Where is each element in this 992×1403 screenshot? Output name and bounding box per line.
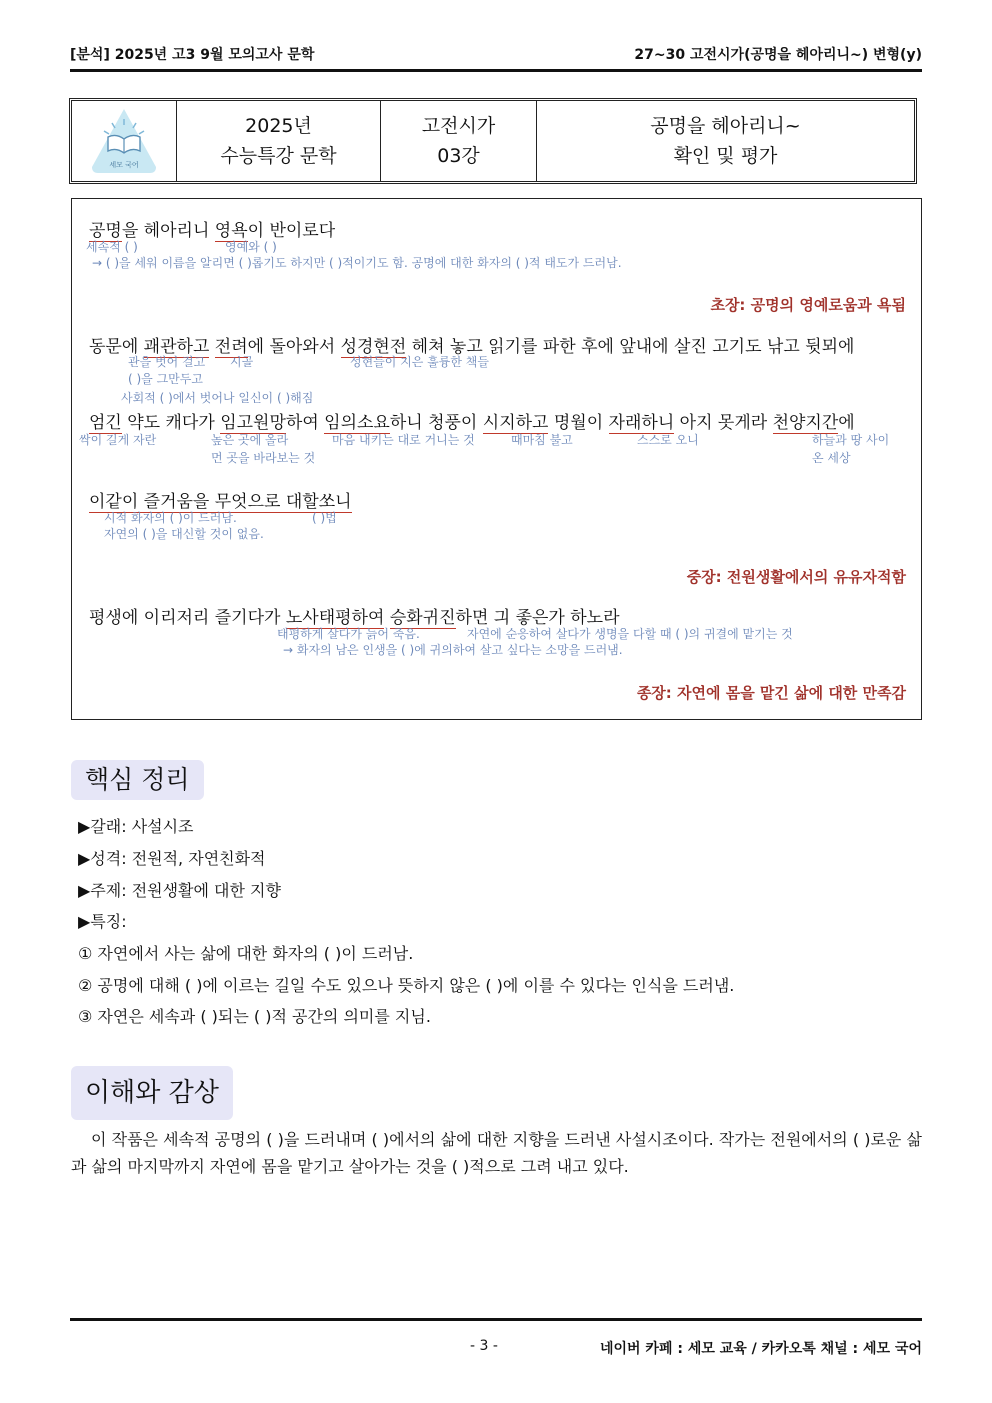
- section-title-appreciation: 이해와 감상: [71, 1066, 233, 1120]
- poem-line-5: 평생에 이리저리 즐기다가 노사태평하여 승화귀진하면 긔 좋은가 하노라: [89, 608, 620, 628]
- page-number: - 3 -: [470, 1338, 498, 1354]
- annotation: 마음 내키는 대로 거니는 것: [332, 433, 475, 447]
- footer-contact: 네이버 카페 : 세모 교육 / 카카오톡 채널 : 세모 국어: [599, 1341, 922, 1357]
- poem-line-4: 이같이 즐거움을 무엇으로 대할쏘니: [89, 492, 352, 512]
- annotation: 자연에 순응하여 살다가 생명을 다할 때 ( )의 귀결에 맡기는 것: [467, 627, 793, 641]
- core-item: ▶갈래: 사설시조: [78, 817, 194, 836]
- footer-rule: [70, 1318, 922, 1321]
- title-table: [69, 98, 917, 184]
- header-left: [분석] 2025년 고3 9월 모의고사 문학: [70, 47, 315, 63]
- annotation: 먼 곳을 바라보는 것: [211, 451, 316, 465]
- annotation: ( )법: [312, 511, 337, 525]
- core-item: ▶특징:: [78, 912, 127, 931]
- poem-line-2: 동문에 괘관하고 전려에 돌아와서 성경현전 헤쳐 놓고 읽기를 파한 후에 앞내에 살진 고기도 낚고 뒷뫼에: [89, 337, 855, 357]
- title-cell-year: 2025년 수능특강 문학: [177, 101, 381, 181]
- feature-item: ③ 자연은 세속과 ( )되는 ( )적 공간의 의미를 지님.: [78, 1007, 431, 1026]
- annotation: 영예와 ( ): [225, 240, 277, 254]
- annotation: 하늘과 땅 사이: [812, 433, 890, 447]
- svg-text:세모 국어: 세모 국어: [109, 161, 139, 169]
- section-title-core: 핵심 정리: [71, 760, 204, 800]
- annotation: 자연의 ( )을 대신할 것이 없음.: [104, 527, 264, 541]
- annotation: 관을 벗어 걸고: [128, 355, 206, 369]
- core-item: ▶주제: 전원생활에 대한 지향: [78, 881, 281, 900]
- feature-item: ② 공명에 대해 ( )에 이르는 길일 수도 있으나 뜻하지 않은 ( )에 이를 수 있다는 인식을 드러냄.: [78, 976, 735, 995]
- title-cell-work: 공명을 헤아리니~ 확인 및 평가: [650, 115, 801, 167]
- annotation: 스스로 오니: [637, 433, 699, 447]
- annotation: 세속적 ( ): [86, 240, 138, 254]
- feature-item: ① 자연에서 사는 삶에 대한 화자의 ( )이 드러남.: [78, 944, 414, 963]
- annotation: → ( )을 세워 이름을 알리면 ( )롭기도 하지만 ( )적이기도 함. 공명에 대한 화자의 ( )적 태도가 드러남.: [92, 256, 622, 270]
- annotation: 시적 화자의 ( )이 드러남.: [104, 511, 237, 525]
- annotation: 사회적 ( )에서 벗어나 일신이 ( )해짐: [121, 391, 314, 405]
- logo: [72, 101, 177, 181]
- annotation: 때마침 불고: [511, 433, 573, 447]
- annotation: 싹이 길게 자란: [79, 433, 157, 447]
- stage-label-3: 종장: 자연에 몸을 맡긴 삶에 대한 만족감: [636, 684, 906, 702]
- poem-line-1: 공명을 헤아리니 영욕이 반이로다: [89, 221, 336, 241]
- annotation: ( )을 그만두고: [128, 372, 203, 386]
- stage-label-2: 중장: 전원생활에서의 유유자적함: [686, 568, 906, 586]
- title-cell-genre: 고전시가 03강: [381, 101, 537, 181]
- appreciation-text: 이 작품은 세속적 공명의 ( )을 드러내며 ( )에서의 삶에 대한 지향을 드러낸 사설시조이다. 작가는 전원에서의 ( )로운 삶과 삶의 마지막까지 자연에 몸을 맡기고 살아가는 것을 ( )적으로 그려 내고 있다.: [71, 1130, 922, 1176]
- book-logo-icon: [88, 105, 160, 177]
- annotation: 성현들이 지은 훌륭한 책들: [350, 355, 489, 369]
- stage-label-1: 초장: 공명의 영예로움과 욕됨: [710, 296, 906, 314]
- header-rule: [70, 69, 922, 72]
- annotation: 시골: [230, 355, 254, 369]
- core-item: ▶성격: 전원적, 자연친화적: [78, 849, 266, 868]
- annotation: 온 세상: [812, 451, 851, 465]
- header-right: 27~30 고전시가(공명을 헤아리니~) 변형(y): [634, 47, 922, 63]
- annotation: 높은 곳에 올라: [211, 433, 289, 447]
- poem-line-3: 엄긴 약도 캐다가 임고원망하여 임의소요하니 청풍이 시지하고 명월이 자래하니 아지 못게라 천양지간에: [89, 413, 855, 433]
- annotation: → 화자의 남은 인생을 ( )에 귀의하여 살고 싶다는 소망을 드러냄.: [283, 643, 623, 657]
- annotation: 태평하게 살다가 늙어 죽음.: [277, 627, 420, 641]
